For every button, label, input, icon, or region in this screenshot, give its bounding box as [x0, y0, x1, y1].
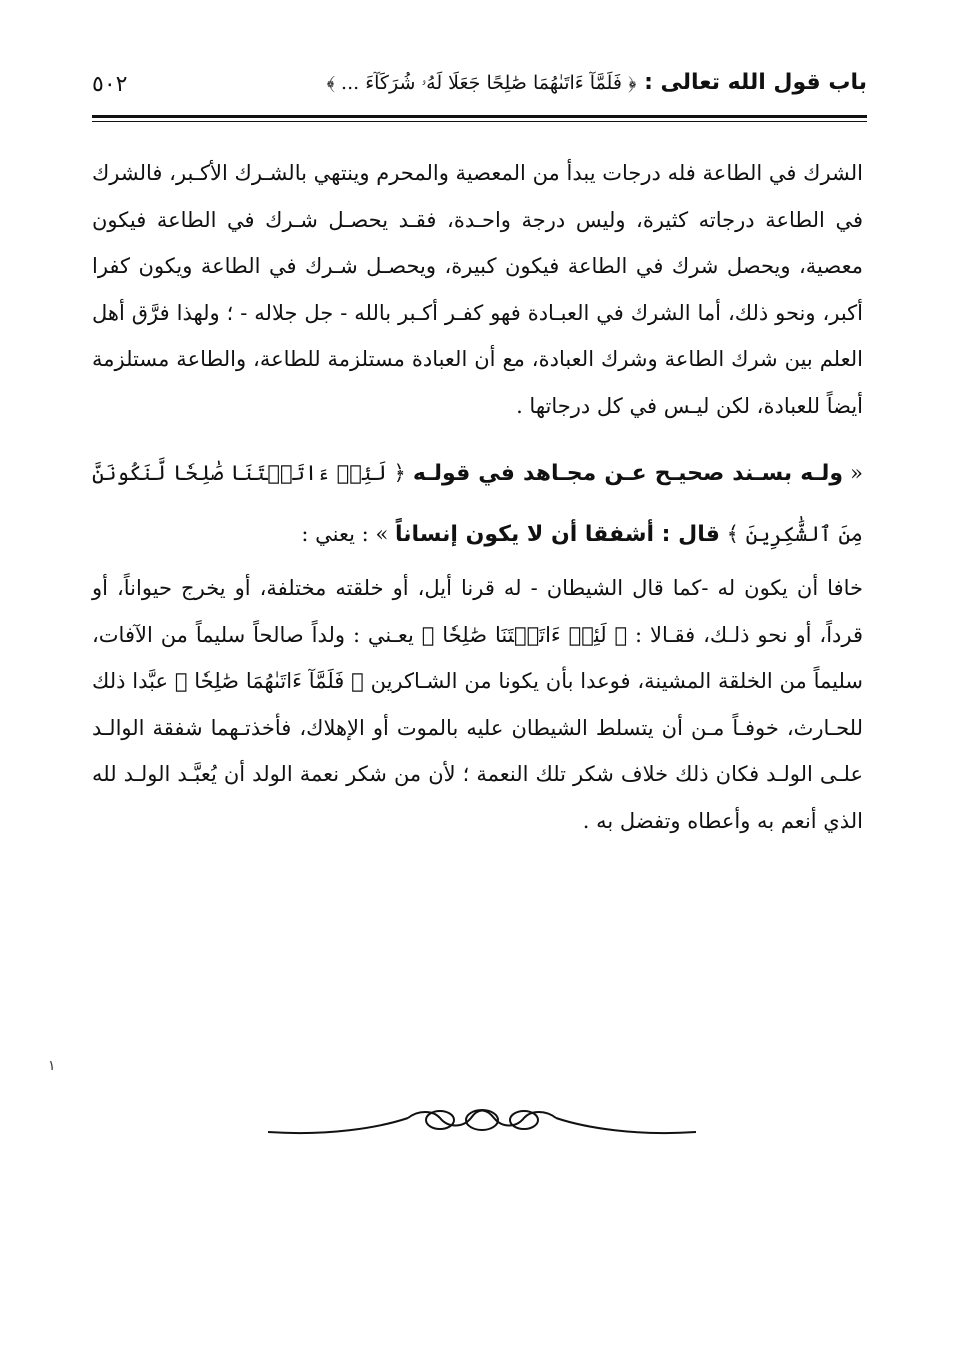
explanation-paragraph: خافا أن يكون له -كما قال الشيطان - له قرنا أيل، أو خلقته مختلفة، أو يخرج حيواناً، أو قرداً، أو نحو ذلـك، فقـالا : ﴿ لَئِنۡ ءَاتَيۡتَنَا صَٰلِحٗا ﴾ يعـني : ولداً صالحاً سليماً من الآفات، سليماً من الخلقة المشينة، فوعدا بأن يكونا من الشـاكرين ﴿ فَلَمَّآ ءَاتَىٰهُمَا صَٰلِحٗا ﴾ عبَّدا ذلك للحـارث، خوفـاً مـن أن يتسلط الشيطان عليه بالموت أو الإهلاك، فأخذتـهما شفقة الوالـد علـى الولـد فكان ذلك خلاف شكر تلك النعمة ؛ لأن من شكر نعمة الولد أن يُعبَّـد الولـد لله الذي أنعم به وأعطاه وتفضل به . — [92, 576, 863, 833]
quote-open-mark: « — [850, 461, 863, 485]
margin-mark: ١ — [48, 1058, 56, 1074]
ornament-divider — [268, 1098, 696, 1148]
explanation-lead: : يعني : — [301, 522, 369, 546]
commentary-paragraph: الشرك في الطاعة فله درجات يبدأ من المعصية والمحرم وينتهي بالشـرك الأكـبر، فالشرك في الطاعة درجاته كثيرة، وليس درجة واحـدة، فقـد يحصـل شـرك في الطاعة فيكون معصية، ويحصل شرك في الطاعة فيكون كبيرة، ويحصـل شـرك في الطاعة ويكون كفرا أكبر، ونحو ذلك، أما الشرك في العبـادة فهو كفـر أكـبر بالله - جل جلاله - ؛ ولهذا فرَّق أهل العلم بين شرك الطاعة وشرك العبادة، مع أن العبادة مستلزمة للطاعة، والطاعة مستلزمة أيضاً للعبادة، لكن ليـس في كل درجاتها . — [92, 161, 863, 418]
header-rule-thick — [92, 115, 867, 118]
narration-statement: قال : أشفقا أن لا يكون إنساناً — [394, 522, 720, 547]
page-number: ٥٠٢ — [92, 72, 128, 97]
header-rule-thin — [92, 121, 867, 122]
chapter-verse: ﴿ فَلَمَّآ ءَاتَىٰهُمَا صَٰلِحًا جَعَلَا لَهُۥ شُرَكَآءَ ... ﴾ — [326, 72, 637, 94]
quoted-narration — [92, 443, 863, 565]
quote-close-mark: » — [375, 522, 389, 546]
main-text — [92, 150, 863, 844]
quran-verse: ﴿ لَئِنۡ ءَاتَيۡتَنَا صَٰلِحٗا لَّنَكُونَنَّ مِنَ ٱلشَّٰكِرِينَ ﴾ — [92, 461, 863, 546]
chapter-title: باب قول الله تعالى : — [644, 70, 867, 95]
running-header — [92, 66, 867, 110]
chapter-heading — [327, 70, 867, 95]
narration-intro: ولـه بسـند صحيـح عـن مجـاهد في قولـه — [412, 461, 844, 486]
